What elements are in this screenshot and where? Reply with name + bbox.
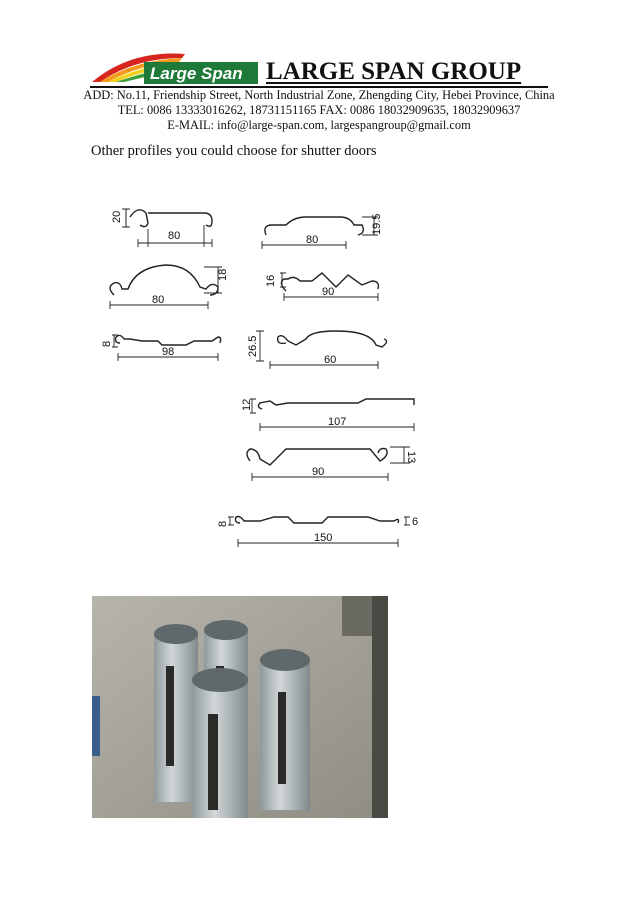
profile-2-length: 80 <box>306 234 319 246</box>
shaft-back-left <box>154 624 198 802</box>
profile-6-height: 26.5 <box>247 335 259 357</box>
profile-2-height: 19.5 <box>371 213 383 235</box>
profile-1-length: 80 <box>168 230 181 242</box>
profile-5-height: 8 <box>101 340 113 347</box>
profile-9-height-right: 6 <box>412 516 419 528</box>
shaft-front-left <box>192 668 248 818</box>
profile-2 <box>262 214 383 249</box>
profile-8-height: 13 <box>405 451 417 464</box>
profile-8 <box>247 447 417 481</box>
profile-9-length: 150 <box>314 532 333 544</box>
profile-7-length: 107 <box>328 416 347 428</box>
profile-9-height-left: 8 <box>217 520 229 527</box>
tel-fax-line: TEL: 0086 13333016262, 18731151165 FAX: 0086 18032909635, 18032909637 <box>117 103 521 117</box>
product-photo <box>92 596 388 818</box>
profile-4-height: 16 <box>265 274 277 287</box>
profile-7 <box>241 399 414 431</box>
profile-5 <box>101 335 221 361</box>
email-line: E-MAIL: info@large-span.com, largespangroup@gmail.com <box>167 118 471 132</box>
profile-1-height: 20 <box>111 210 123 223</box>
logo-text: Large Span <box>150 64 243 83</box>
shaft-front-right <box>260 649 310 810</box>
profile-9 <box>217 516 418 547</box>
profile-3-height: 18 <box>217 268 229 281</box>
profile-6-length: 60 <box>324 354 337 366</box>
address-line: ADD: No.11, Friendship Street, North Industrial Zone, Zhengding City, Hebei Province, China <box>83 88 555 102</box>
profile-1 <box>111 209 212 247</box>
profile-7-height: 12 <box>241 398 253 411</box>
company-name: LARGE SPAN GROUP <box>266 58 522 85</box>
profile-3-length: 80 <box>152 294 165 306</box>
profile-4 <box>265 273 378 301</box>
profile-8-length: 90 <box>312 466 325 478</box>
profile-4-length: 90 <box>322 286 335 298</box>
profile-6 <box>247 331 387 369</box>
profile-drawings <box>100 195 430 555</box>
intro-text: Other profiles you could choose for shutter doors <box>91 143 377 159</box>
profile-3 <box>110 265 229 309</box>
company-logo <box>90 48 260 84</box>
profile-5-length: 98 <box>162 346 175 358</box>
